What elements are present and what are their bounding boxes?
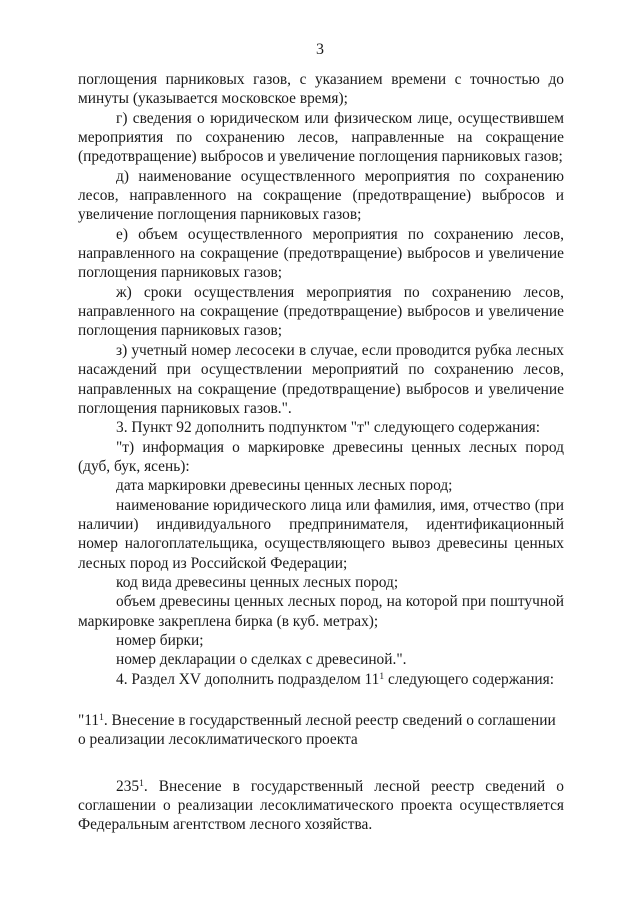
clause-superscript: 1 xyxy=(139,778,144,789)
subsection-heading-line-2: о реализации лесоклиматического проекта xyxy=(78,731,358,749)
paragraph: дата маркировки древесины ценных лесных пород; xyxy=(116,477,453,495)
paragraph: г) сведения о юридическом или физическом лице, осуществившем мероприятия по сохранению лесов, направленные на сокращение (предотвращение) выбросов и увеличение поглощения парниковых газов; xyxy=(78,109,564,166)
paragraph: номер декларации о сделках с древесиной.". xyxy=(116,651,407,669)
page-number: 3 xyxy=(316,41,324,58)
paragraph: "т) информация о маркировке древесины ценных лесных пород (дуб, бук, ясень): xyxy=(78,438,564,475)
clause-text: . Внесение в государственный лесной реестр сведений о соглашении о реализации лесоклиматического проекта осуществляется Федеральным агентством лесного хозяйства. xyxy=(78,777,564,834)
paragraph: е) объем осуществленного мероприятия по сохранению лесов, направленного на сокращение (предотвращение) выбросов и увеличение поглощения парниковых газов; xyxy=(78,225,564,282)
document-body xyxy=(78,70,564,835)
heading-superscript: 1 xyxy=(99,713,104,723)
subsection-heading-line-1 xyxy=(78,711,564,730)
paragraph: наименование юридического лица или фамилия, имя, отчество (при наличии) индивидуального предпринимателя, идентификационный номер налогоплательщика, осуществляющего вывоз древесины ценных лесных пород из Российской Федерации; xyxy=(78,496,564,572)
paragraph: з) учетный номер лесосеки в случае, если проводится рубка лесных насаждений при осуществлении мероприятий по сохранению лесов, направленных на сокращение (предотвращение) выбросов и увеличение поглощения парниковых газов.". xyxy=(78,341,564,417)
heading-line-1-rest: . Внесение в государственный лесной реестр сведений о соглашении xyxy=(103,712,556,729)
paragraph: код вида древесины ценных лесных пород; xyxy=(116,573,399,591)
section-4-superscript: 1 xyxy=(379,671,385,682)
subsection-heading xyxy=(78,711,564,750)
heading-prefix: "11 xyxy=(78,712,100,729)
section-4-paragraph xyxy=(78,670,564,689)
paragraph: 3. Пункт 92 дополнить подпунктом "т" следующего содержания: xyxy=(116,419,540,437)
clause-number: 235 xyxy=(116,777,140,795)
paragraph: ж) сроки осуществления мероприятия по сохранению лесов, направленного на сокращение (предотвращение) выбросов и увеличение поглощения парниковых газов; xyxy=(78,283,564,340)
paragraph: поглощения парниковых газов, с указанием времени с точностью до минуты (указывается московское время); xyxy=(78,71,564,108)
paragraph: д) наименование осуществленного мероприятия по сохранению лесов, направленного на сокращение (предотвращение) выбросов и увеличение поглощения парниковых газов; xyxy=(78,167,564,224)
clause-235-paragraph xyxy=(78,777,564,835)
section-4-text-after: следующего содержания: xyxy=(384,670,555,688)
section-4-text-before: 4. Раздел XV дополнить подразделом 11 xyxy=(116,670,380,688)
paragraph: номер бирки; xyxy=(116,631,204,649)
paragraph: объем древесины ценных лесных пород, на которой при поштучной маркировке закреплена бирка (в куб. метрах); xyxy=(78,593,564,630)
